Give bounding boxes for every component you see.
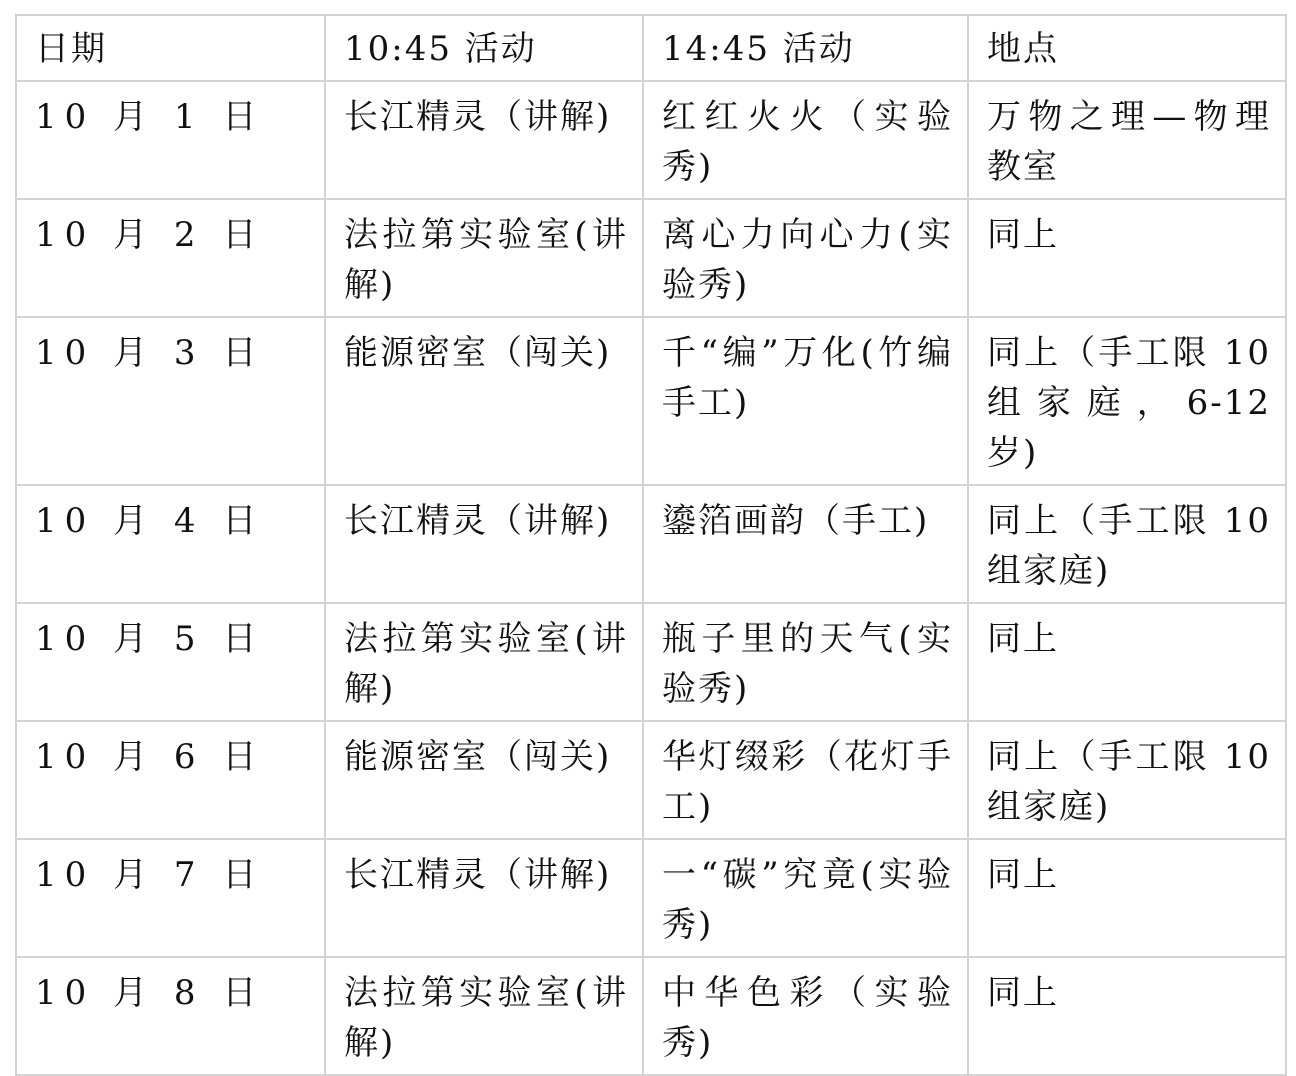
table-header [16, 15, 1286, 81]
cell-location: 同上 [968, 199, 1286, 317]
table-row [16, 721, 1286, 839]
cell-date: 10 月 8 日 [16, 957, 325, 1075]
cell-afternoon-activity: 华灯缀彩（花灯手工) [643, 721, 968, 839]
cell-morning-activity: 法拉第实验室(讲解) [325, 199, 643, 317]
cell-date: 10 月 4 日 [16, 485, 325, 603]
cell-location: 万物之理—物理教室 [968, 81, 1286, 199]
table-row [16, 603, 1286, 721]
cell-afternoon-activity: 红红火火（实验秀) [643, 81, 968, 199]
table-row [16, 839, 1286, 957]
cell-location: 同上（手工限 10 组家庭) [968, 485, 1286, 603]
table-row [16, 81, 1286, 199]
table-row [16, 485, 1286, 603]
cell-morning-activity: 能源密室（闯关) [325, 317, 643, 485]
cell-afternoon-activity: 一“碳”究竟(实验秀) [643, 839, 968, 957]
cell-afternoon-activity: 千“编”万化(竹编手工) [643, 317, 968, 485]
cell-afternoon-activity: 瓶子里的天气(实验秀) [643, 603, 968, 721]
cell-date: 10 月 5 日 [16, 603, 325, 721]
cell-date: 10 月 6 日 [16, 721, 325, 839]
header-morning-activity: 10:45 活动 [325, 15, 643, 81]
cell-date: 10 月 2 日 [16, 199, 325, 317]
cell-date: 10 月 3 日 [16, 317, 325, 485]
cell-afternoon-activity: 鎏箔画韵（手工) [643, 485, 968, 603]
cell-afternoon-activity: 中华色彩（实验秀) [643, 957, 968, 1075]
table-row [16, 199, 1286, 317]
schedule-sheet [15, 14, 1285, 1076]
table-row [16, 317, 1286, 485]
header-afternoon-activity: 14:45 活动 [643, 15, 968, 81]
table-body [16, 81, 1286, 1075]
cell-morning-activity: 长江精灵（讲解) [325, 839, 643, 957]
cell-location: 同上（手工限 10 组家庭，6-12 岁) [968, 317, 1286, 485]
header-location: 地点 [968, 15, 1286, 81]
table-row [16, 957, 1286, 1075]
cell-date: 10 月 1 日 [16, 81, 325, 199]
cell-location: 同上 [968, 839, 1286, 957]
cell-location: 同上（手工限 10 组家庭) [968, 721, 1286, 839]
cell-location: 同上 [968, 957, 1286, 1075]
cell-location: 同上 [968, 603, 1286, 721]
cell-afternoon-activity: 离心力向心力(实验秀) [643, 199, 968, 317]
activity-schedule-table [15, 14, 1287, 1076]
header-date: 日期 [16, 15, 325, 81]
cell-morning-activity: 能源密室（闯关) [325, 721, 643, 839]
cell-date: 10 月 7 日 [16, 839, 325, 957]
cell-morning-activity: 法拉第实验室(讲解) [325, 957, 643, 1075]
header-row [16, 15, 1286, 81]
cell-morning-activity: 长江精灵（讲解) [325, 81, 643, 199]
cell-morning-activity: 法拉第实验室(讲解) [325, 603, 643, 721]
cell-morning-activity: 长江精灵（讲解) [325, 485, 643, 603]
